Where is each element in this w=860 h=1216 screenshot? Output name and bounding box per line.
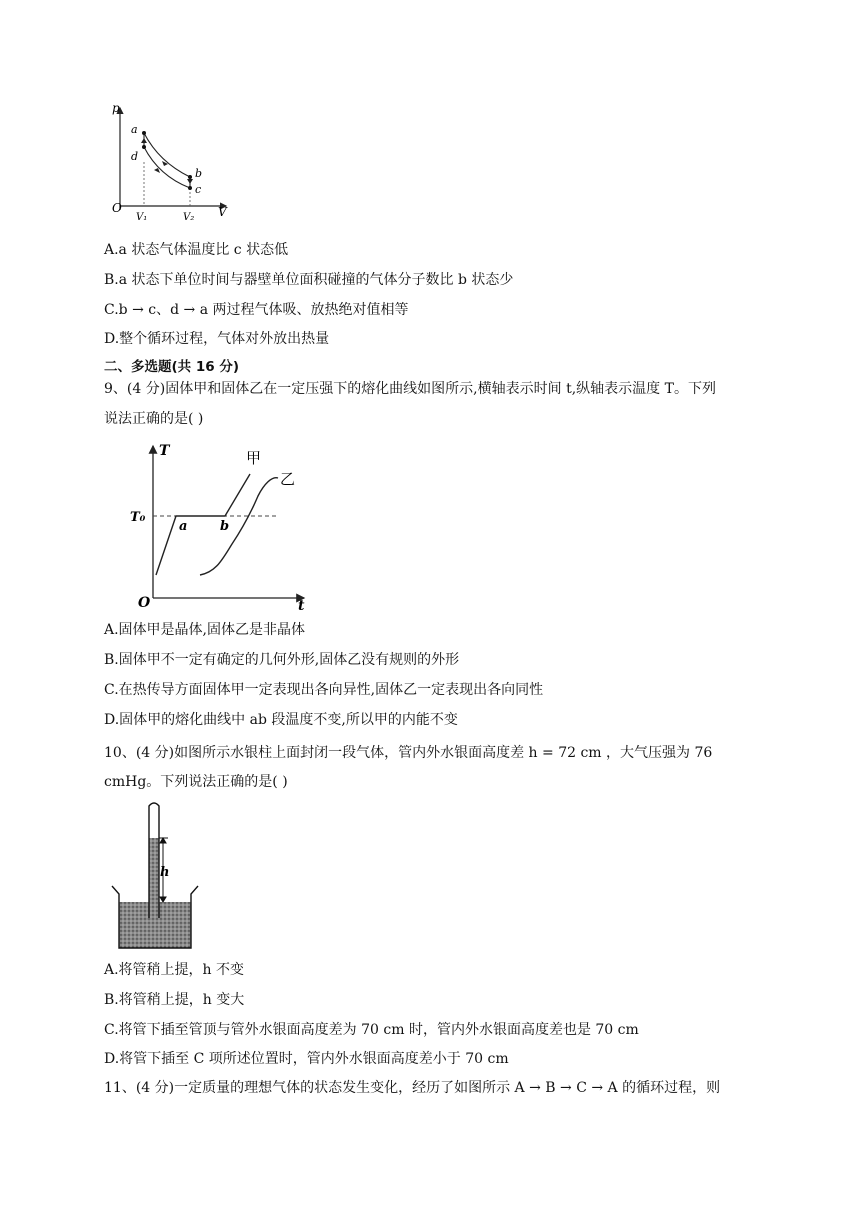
pv-diagram [104, 100, 234, 225]
point-a-label: a [131, 123, 138, 136]
tube-mercury [149, 838, 159, 910]
q9-option-d: D.固体甲的熔化曲线中 ab 段温度不变,所以甲的内能不变 [104, 712, 458, 728]
q10-stem-line1: 10、(4 分)如图所示水银柱上面封闭一段气体，管内外水银面高度差 h = 72 cm ，大气压强为 76 [104, 745, 713, 761]
point-d-label: d [131, 150, 139, 163]
pv-guides [144, 162, 190, 206]
melt-origin-label: O [138, 595, 151, 611]
h-label: h [160, 865, 170, 880]
label-yi: 乙 [280, 470, 296, 488]
point-c-label: c [195, 183, 202, 196]
pv-points [142, 131, 192, 190]
pv-cycle [144, 133, 190, 188]
point-a-label-melt: a [179, 519, 188, 534]
q8-option-c: C.b → c、d → a 两过程气体吸、放热绝对值相等 [104, 302, 409, 318]
q10-option-c: C.将管下插至管顶与管外水银面高度差为 70 cm 时，管内外水银面高度差也是 70 cm [104, 1022, 639, 1038]
point-b-label: b [195, 167, 203, 180]
q10-option-d: D.将管下插至 C 项所述位置时，管内外水银面高度差小于 70 cm [104, 1051, 509, 1067]
q10-option-a: A.将管稍上提，h 不变 [104, 962, 245, 978]
v-axis-label: V [218, 205, 227, 219]
melting-curve-figure [128, 440, 313, 612]
label-jia: 甲 [246, 449, 262, 467]
q9-option-b: B.固体甲不一定有确定的几何外形,固体乙没有规则的外形 [104, 652, 460, 668]
q10-stem-line2: cmHg。下列说法正确的是( ) [104, 774, 288, 790]
q9-option-a: A.固体甲是晶体,固体乙是非晶体 [104, 622, 306, 638]
T0-label: T₀ [130, 510, 146, 525]
q8-option-d: D.整个循环过程，气体对外放出热量 [104, 331, 330, 347]
q10-option-b: B.将管稍上提，h 变大 [104, 992, 245, 1008]
origin-label: O [112, 201, 122, 215]
pv-arrowheads [141, 138, 193, 184]
section-heading-multi-choice: 二、多选题(共 16 分) [104, 359, 240, 375]
q9-stem-line2: 说法正确的是( ) [104, 411, 204, 427]
T-axis-label: T [159, 443, 170, 459]
curve-jia [156, 474, 250, 575]
q11-stem-line1: 11、(4 分)一定质量的理想气体的状态发生变化，经历了如图所示 A → B → C → A 的循环过程，则 [104, 1080, 721, 1096]
mercury-tube-figure [108, 798, 204, 953]
q9-option-c: C.在热传导方面固体甲一定表现出各向异性,固体乙一定表现出各向同性 [104, 682, 544, 698]
v1-label: V₁ [136, 212, 148, 223]
q8-option-b: B.a 状态下单位时间与器壁单位面积碰撞的气体分子数比 b 状态少 [104, 272, 514, 288]
p-axis-label: p [112, 101, 120, 115]
q8-option-a: A.a 状态气体温度比 c 状态低 [104, 242, 289, 258]
v2-label: V₂ [183, 212, 195, 223]
q9-stem-line1: 9、(4 分)固体甲和固体乙在一定压强下的熔化曲线如图所示,横轴表示时间 t,纵轴表示温度 T。下列 [104, 381, 716, 397]
t-axis-label: t [298, 598, 305, 612]
point-b-label-melt: b [220, 519, 230, 534]
